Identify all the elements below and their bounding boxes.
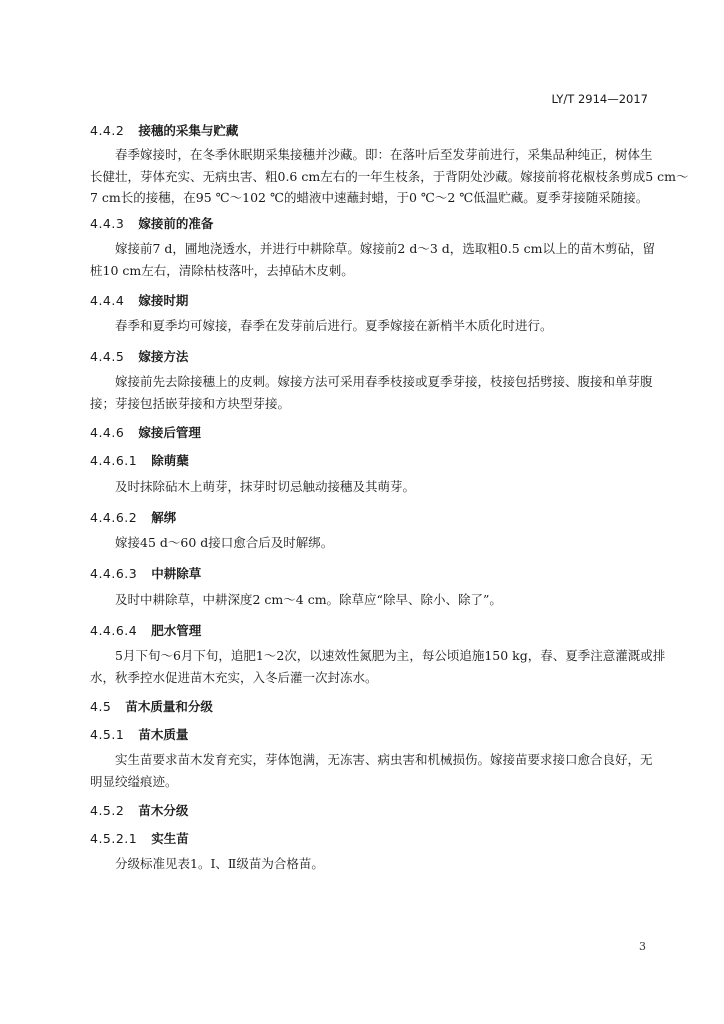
text-line: 明显绞缢痕迹。 — [90, 773, 178, 789]
heading-title: 苗木质量 — [138, 727, 189, 742]
text-line: 分级标准见表1。Ⅰ、Ⅱ级苗为合格苗。 — [115, 856, 324, 871]
paragraph-4-4-4 — [90, 315, 656, 337]
heading-title: 嫁接前的准备 — [138, 216, 214, 231]
heading-number: 4.4.2 — [90, 123, 125, 138]
heading-4-4-2 — [90, 121, 238, 139]
heading-title: 嫁接时期 — [138, 293, 189, 308]
text-line: 春季和夏季均可嫁接，春季在发芽前后进行。夏季嫁接在新梢半木质化时进行。 — [115, 318, 553, 333]
heading-4-5-2-1 — [90, 829, 189, 847]
heading-title: 除萌蘖 — [151, 453, 189, 468]
paragraph-4-4-6-2 — [90, 532, 656, 554]
text-line: 嫁接45 d～60 d接口愈合后及时解绑。 — [115, 535, 334, 550]
paragraph-4-4-6-3 — [90, 589, 656, 611]
text-line: 5月下旬～6月下旬，追肥1～2次，以速效性氮肥为主，每公顷追施150 kg，春、夏季注意灌溉或排 — [115, 648, 666, 663]
standard-code: LY/T 2914—2017 — [551, 92, 648, 106]
heading-4-4-5 — [90, 347, 188, 365]
text-line: 及时抹除砧木上萌芽，抹芽时切忌触动接穗及其萌芽。 — [115, 479, 416, 494]
heading-number: 4.5.2 — [90, 803, 125, 818]
heading-4-4-3 — [90, 214, 213, 232]
heading-title: 解绑 — [151, 510, 177, 525]
heading-title: 实生苗 — [151, 831, 189, 846]
paragraph-4-4-6-1 — [90, 476, 656, 498]
heading-number: 4.4.3 — [90, 216, 125, 231]
text-line: 接；芽接包括嵌芽接和方块型芽接。 — [90, 395, 291, 411]
heading-number: 4.4.6.2 — [90, 510, 138, 525]
text-line: 嫁接前先去除接穗上的皮刺。嫁接方法可采用春季枝接或夏季芽接，枝接包括劈接、腹接和单芽腹 — [115, 374, 653, 389]
paragraph-4-4-3 — [90, 238, 656, 281]
heading-number: 4.5 — [90, 699, 112, 714]
paragraph-4-4-6-4 — [90, 645, 666, 688]
text-line: 水，秋季控水促进苗木充实，入冬后灌一次封冻水。 — [90, 669, 378, 685]
paragraph-4-4-2 — [90, 144, 689, 209]
paragraph-4-4-5 — [90, 371, 656, 414]
page-number: 3 — [639, 940, 646, 953]
heading-number: 4.4.6.3 — [90, 566, 138, 581]
heading-number: 4.5.1 — [90, 727, 125, 742]
heading-title: 嫁接后管理 — [138, 425, 201, 440]
heading-title: 苗木分级 — [138, 803, 189, 818]
text-line: 实生苗要求苗木发育充实，芽体饱满，无冻害、病虫害和机械损伤。嫁接苗要求接口愈合良好，无 — [115, 752, 653, 767]
heading-number: 4.4.6 — [90, 425, 125, 440]
heading-4-4-6 — [90, 423, 201, 441]
heading-title: 嫁接方法 — [138, 349, 189, 364]
heading-4-4-6-1 — [90, 451, 189, 469]
heading-number: 4.4.4 — [90, 293, 125, 308]
heading-4-4-6-4 — [90, 621, 201, 639]
heading-4-5 — [90, 697, 213, 715]
text-line: 7 cm长的接穗，在95 ℃～102 ℃的蜡液中速蘸封蜡，于0 ℃～2 ℃低温贮藏。夏季芽接随采随接。 — [90, 190, 649, 205]
heading-number: 4.5.2.1 — [90, 831, 138, 846]
heading-title: 苗木质量和分级 — [125, 699, 213, 714]
heading-number: 4.4.5 — [90, 349, 125, 364]
paragraph-4-5-1 — [90, 749, 656, 792]
heading-number: 4.4.6.1 — [90, 453, 138, 468]
text-line: 春季嫁接时，在冬季休眠期采集接穗并沙藏。即：在落叶后至发芽前进行，采集品种纯正，树体生 — [115, 147, 653, 162]
heading-title: 肥水管理 — [151, 623, 202, 638]
text-line: 及时中耕除草，中耕深度2 cm～4 cm。除草应“除早、除小、除了”。 — [115, 592, 502, 607]
text-line: 桩10 cm左右，清除枯枝落叶，去掉砧木皮刺。 — [90, 262, 354, 278]
text-line: 长健壮，芽体充实、无病虫害、粗0.6 cm左右的一年生枝条，于背阴处沙藏。嫁接前将花椒枝条剪成5 cm～ — [90, 168, 689, 184]
text-line: 嫁接前7 d，圃地浇透水，并进行中耕除草。嫁接前2 d～3 d，选取粗0.5 cm以上的苗木剪砧，留 — [115, 241, 655, 256]
heading-4-4-6-3 — [90, 564, 201, 582]
paragraph-4-5-2-1 — [90, 853, 656, 875]
heading-title: 接穗的采集与贮藏 — [138, 123, 239, 138]
heading-title: 中耕除草 — [151, 566, 202, 581]
heading-4-4-6-2 — [90, 508, 176, 526]
heading-number: 4.4.6.4 — [90, 623, 138, 638]
heading-4-5-2 — [90, 801, 188, 819]
heading-4-5-1 — [90, 725, 188, 743]
heading-4-4-4 — [90, 291, 188, 309]
